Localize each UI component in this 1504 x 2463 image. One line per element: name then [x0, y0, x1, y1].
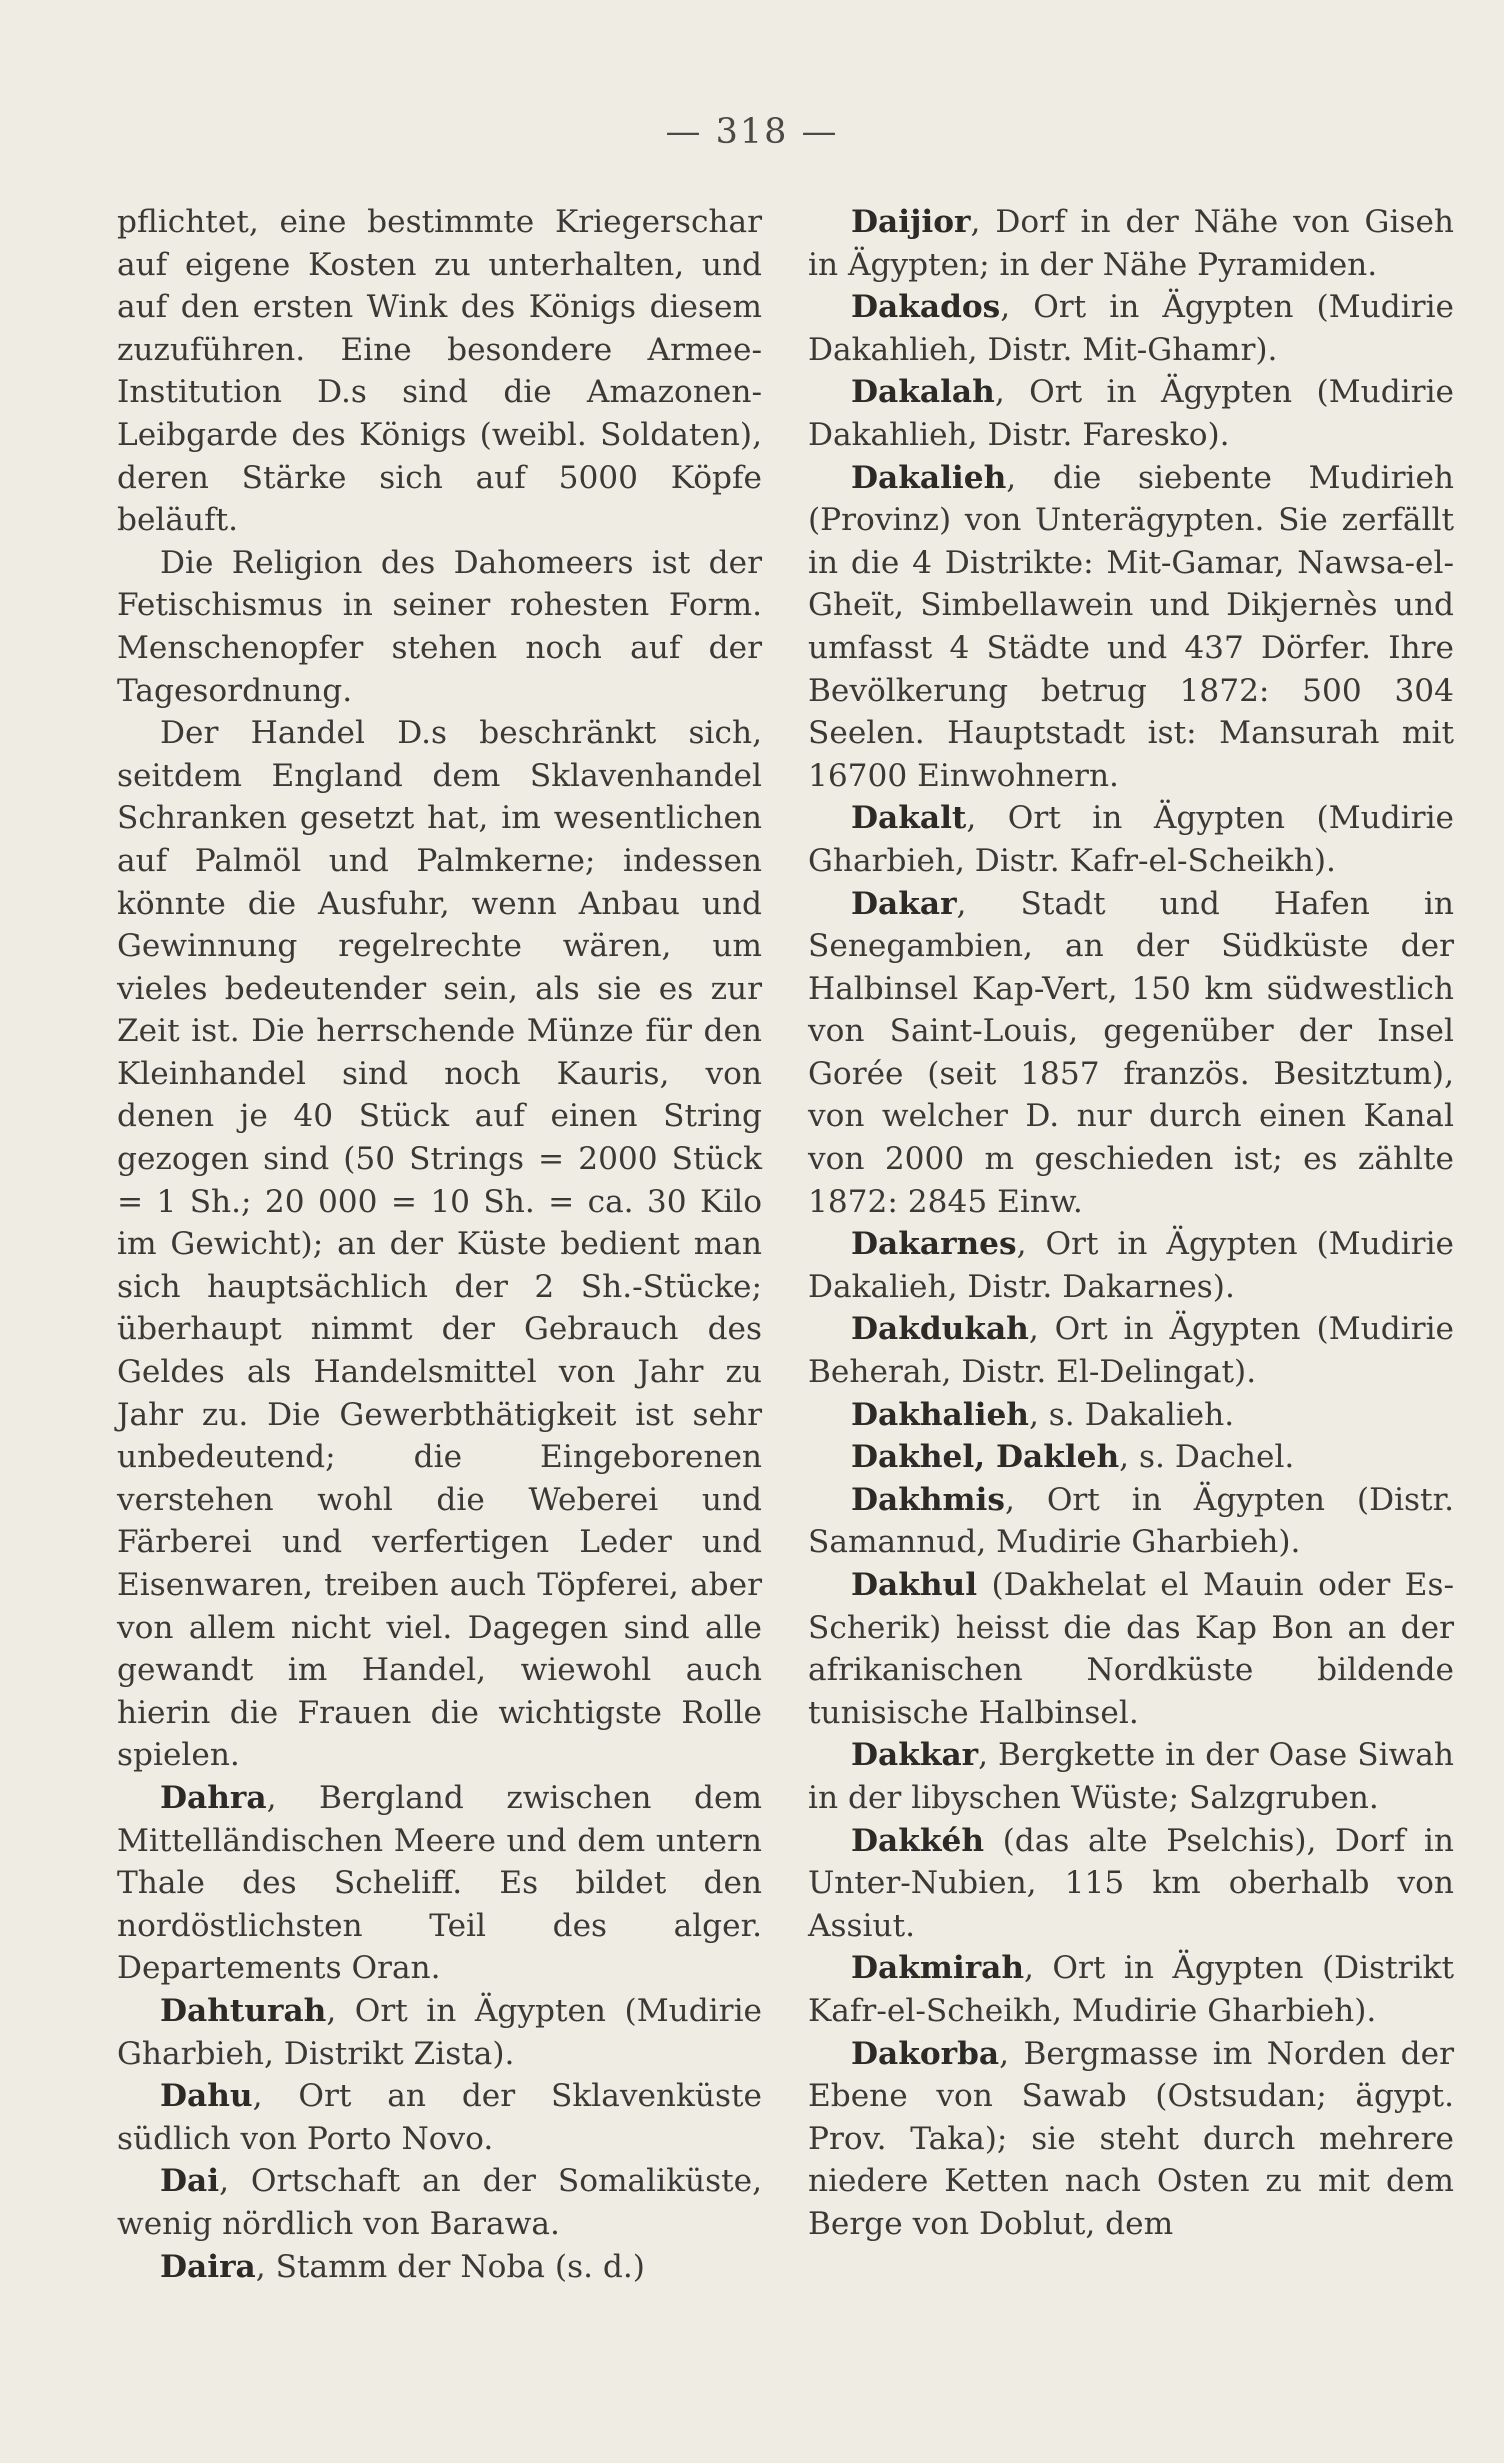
entry-headword: Dahu [160, 2078, 253, 2115]
dictionary-entry [117, 1990, 762, 2075]
entry-text: , Bergkette in der Oase Siwah in der libyschen Wüste; Salzgruben. [808, 1737, 1454, 1816]
dictionary-entry [808, 1479, 1454, 1564]
entry-text: , Ort an der Sklavenküste südlich von Porto Novo. [117, 2078, 762, 2157]
dictionary-entry [808, 1436, 1454, 1479]
dictionary-entry [808, 371, 1454, 456]
dictionary-entry [808, 457, 1454, 798]
entry-text: , Stadt und Hafen in Senegambien, an der Südküste der Halbinsel Kap-Vert, 150 km südwestlich von Saint-Louis, gegenüber der Insel Gorée (seit 1857 französ. Besitztum), von welcher D. nur durch einen Kanal von 2000 m geschieden ist; es zählte 1872: 2845 Einw. [808, 885, 1454, 1220]
dictionary-entry [808, 1223, 1454, 1308]
left-column [117, 201, 762, 2288]
entry-headword: Dakarnes [851, 1226, 1017, 1263]
dictionary-entry [808, 201, 1454, 286]
entry-text: , Ortschaft an der Somaliküste, wenig nördlich von Barawa. [117, 2163, 762, 2242]
entry-headword: Daijior [851, 204, 971, 240]
dictionary-entry [808, 797, 1454, 882]
entry-headword: Dakados [851, 289, 1001, 326]
dictionary-entry [808, 1308, 1454, 1393]
dictionary-entry [808, 1564, 1454, 1734]
entry-headword: Dahturah [160, 1992, 327, 2029]
entry-headword: Dakhul [851, 1567, 978, 1603]
entry-headword: Dakorba [851, 2035, 1000, 2072]
entry-text: , Ort in Ägypten (Mudirie Dakalieh, Distr. Dakarnes). [808, 1226, 1454, 1305]
entry-headword: Dakhmis [851, 1481, 1005, 1518]
entry-text: , Ort in Ägypten (Mudirie Gharbieh, Distrikt Zista). [117, 1992, 762, 2072]
entry-text: , Ort in Ägypten (Mudirie Gharbieh, Distr. Kafr-el-Scheikh). [808, 800, 1454, 879]
entry-text: , Ort in Ägypten (Distrikt Kafr-el-Scheikh, Mudirie Gharbieh). [808, 1950, 1454, 2029]
entry-text: , Ort in Ägypten (Mudirie Dakahlieh, Distr. Faresko). [808, 374, 1454, 453]
entry-paragraph [117, 201, 762, 542]
entry-text: , Ort in Ägypten (Mudirie Beherah, Distr. El-Delingat). [808, 1311, 1454, 1391]
entry-text: , Ort in Ägypten (Mudirie Dakahlieh, Distr. Mit-Ghamr). [808, 289, 1454, 368]
entry-headword: Dakalt [851, 800, 967, 837]
dictionary-entry [808, 883, 1454, 1224]
entry-headword: Dakhel, Dakleh [851, 1439, 1120, 1476]
entry-headword: Dakdukah [851, 1311, 1029, 1348]
dictionary-entry [117, 1777, 762, 1990]
entry-headword: Dakmirah [851, 1950, 1025, 1987]
entry-text: , Bergmasse im Norden der Ebene von Sawab (Ostsudan; ägypt. Prov. Taka); sie steht durch mehrere niedere Ketten nach Osten zu mit dem Berge von Doblut, dem [808, 2035, 1454, 2242]
entry-headword: Dakalah [851, 374, 995, 411]
dictionary-entry [117, 2160, 762, 2245]
entry-text: , Ort in Ägypten (Distr. Samannud, Mudirie Gharbieh). [808, 1481, 1454, 1561]
dictionary-entry [808, 2033, 1454, 2246]
entry-text: pflichtet, eine bestimmte Kriegerschar auf eigene Kosten zu unterhalten, und auf den ersten Wink des Königs diesem zuzuführen. Eine besondere Armee-Institution D.s sind die Amazonen-Leibgarde des Königs (weibl. Soldaten), deren Stärke sich auf 5000 Köpfe beläuft. [117, 204, 762, 539]
entry-headword: Dahra [160, 1779, 267, 1816]
entry-headword: Dakalieh [851, 459, 1007, 496]
entry-headword: Daira [160, 2248, 256, 2285]
entry-paragraph [117, 542, 762, 712]
entry-text: Die Religion des Dahomeers ist der Fetischismus in seiner rohesten Form. Menschenopfer stehen noch auf der Tagesordnung. [117, 544, 762, 709]
entry-text: , Stamm der Noba (s. d.) [255, 2248, 645, 2285]
entry-headword: Dakhalieh [851, 1396, 1029, 1433]
dictionary-entry [117, 2246, 762, 2289]
dictionary-entry [808, 1734, 1454, 1819]
dictionary-entry [808, 1947, 1454, 2032]
entry-text: , Dorf in der Nähe von Giseh in Ägypten; in der Nähe Pyramiden. [808, 204, 1454, 283]
entry-headword: Dakar [851, 885, 957, 922]
entry-text: , s. Dakalieh. [1028, 1396, 1235, 1433]
dictionary-entry [117, 2075, 762, 2160]
entry-headword: Dakkar [851, 1737, 979, 1774]
entry-text: (Dakhelat el Mauin oder Es-Scherik) heisst die das Kap Bon an der afrikanischen Nordküste bildende tunisische Halbinsel. [808, 1567, 1454, 1731]
entry-text: , die siebente Mudirieh (Provinz) von Unterägypten. Sie zerfällt in die 4 Distrikte: Mit-Gamar, Nawsa-el-Gheït, Simbellawein und Dikjernès und umfasst 4 Städte und 437 Dörfer. Ihre Bevölkerung betrug 1872: 500 304 Seelen. Hauptstadt ist: Mansurah mit 16700 Einwohnern. [808, 459, 1454, 794]
entry-text: Der Handel D.s beschränkt sich, seitdem England dem Sklavenhandel Schranken gesetzt hat, im wesentlichen auf Palmöl und Palmkerne; indessen könnte die Ausfuhr, wenn Anbau und Gewinnung regelrechte wären, um vieles bedeutender sein, als sie es zur Zeit ist. Die herrschende Münze für den Kleinhandel sind noch Kauris, von denen je 40 Stück auf einen String gezogen sind (50 Strings = 2000 Stück = 1 Sh.; 20 000 = 10 Sh. = ca. 30 Kilo im Gewicht); an der Küste bedient man sich hauptsächlich der 2 Sh.-Stücke; überhaupt nimmt der Gebrauch des Geldes als Handelsmittel von Jahr zu Jahr zu. Die Gewerbthätigkeit ist sehr unbedeutend; die Eingeborenen verstehen wohl die Weberei und Färberei und verfertigen Leder und Eisenwaren, treiben auch Töpferei, aber von allem nicht viel. Dagegen sind alle gewandt im Handel, wiewohl auch hierin die Frauen die wichtigste Rolle spielen. [117, 715, 762, 1774]
dictionary-entry [808, 286, 1454, 371]
entry-text: , s. Dachel. [1119, 1439, 1295, 1476]
entry-headword: Dai [160, 2163, 220, 2200]
dictionary-entry [808, 1394, 1454, 1437]
entry-headword: Dakkéh [851, 1822, 984, 1859]
entry-text: (das alte Pselchis), Dorf in Unter-Nubien, 115 km oberhalb von Assiut. [808, 1822, 1454, 1944]
entry-paragraph [117, 712, 762, 1777]
entry-text: , Bergland zwischen dem Mittelländischen Meere und dem untern Thale des Scheliff. Es bildet den nordöstlichsten Teil des alger. Departements Oran. [117, 1779, 762, 1987]
page-number: — 318 — [665, 112, 839, 152]
dictionary-entry [808, 1820, 1454, 1948]
right-column [808, 201, 1454, 2246]
